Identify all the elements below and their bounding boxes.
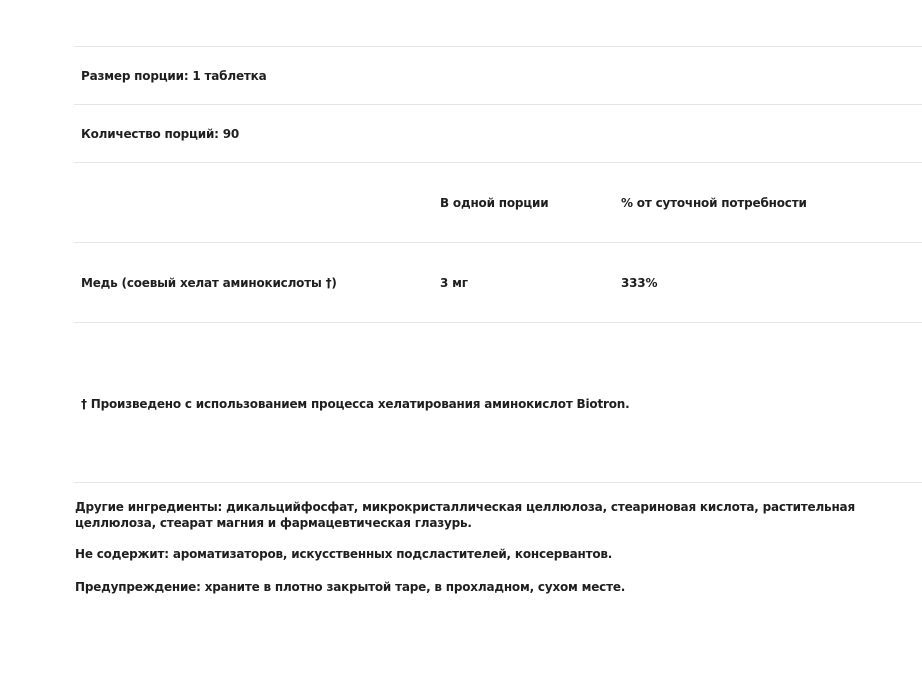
- column-header-daily-value: % от суточной потребности: [621, 196, 807, 210]
- nutrient-amount: 3 мг: [440, 276, 468, 290]
- table-divider: [74, 162, 922, 163]
- table-divider: [74, 482, 922, 483]
- other-ingredients: [75, 499, 875, 531]
- column-header-per-serving: В одной порции: [440, 196, 549, 210]
- serving-size: Размер порции: 1 таблетка: [81, 69, 267, 83]
- other-ingredients-line: целлюлоза, стеарат магния и фармацевтическая глазурь.: [75, 516, 472, 530]
- footnote: † Произведено с использованием процесса хелатирования аминокислот Biotron.: [81, 397, 630, 411]
- table-divider: [74, 46, 922, 47]
- nutrient-name: Медь (соевый хелат аминокислоты †): [81, 276, 337, 290]
- nutrient-daily-value: 333%: [621, 276, 658, 290]
- servings-per-container: Количество порций: 90: [81, 127, 240, 141]
- other-ingredients-line: Другие ингредиенты: дикальцийфосфат, микрокристаллическая целлюлоза, стеариновая кислота, растительная: [75, 500, 855, 514]
- warning-statement: Предупреждение: храните в плотно закрытой таре, в прохладном, сухом месте.: [75, 580, 626, 594]
- table-divider: [74, 104, 922, 105]
- table-divider: [74, 242, 922, 243]
- free-of-statement: Не содержит: ароматизаторов, искусственных подсластителей, консервантов.: [75, 547, 613, 561]
- table-divider: [74, 322, 922, 323]
